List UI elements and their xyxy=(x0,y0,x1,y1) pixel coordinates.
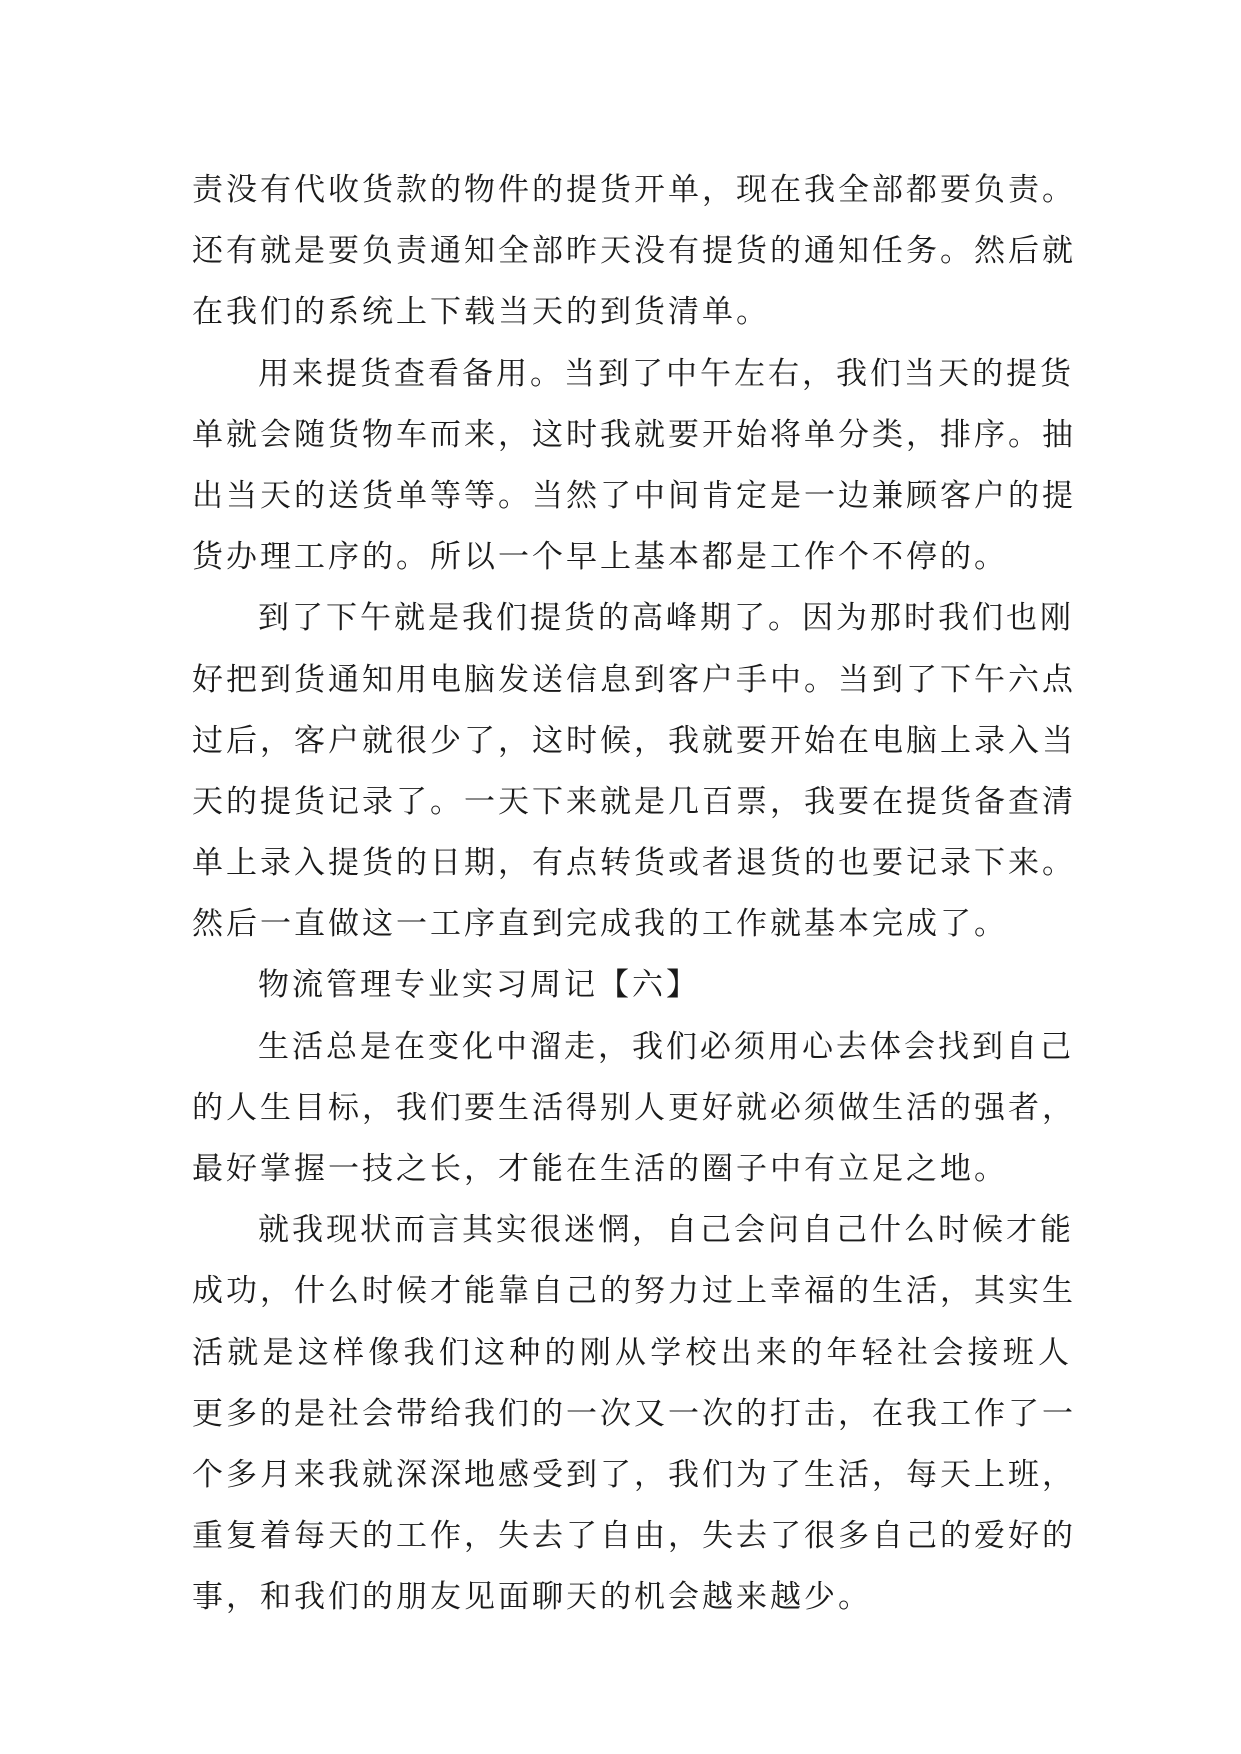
text-line: 成功，什么时候才能靠自己的努力过上幸福的生活，其实生 xyxy=(192,1273,1076,1310)
text-line: 出当天的送货单等等。当然了中间肯定是一边兼顾客户的提 xyxy=(192,477,1076,514)
text-line: 在我们的系统上下载当天的到货清单。 xyxy=(192,294,770,331)
text-line: 单就会随货物车而来，这时我就要开始将单分类，排序。抽 xyxy=(192,416,1076,453)
text-line: 到了下午就是我们提货的高峰期了。因为那时我们也刚 xyxy=(258,600,1074,637)
text-line: 好把到货通知用电脑发送信息到客户手中。当到了下午六点 xyxy=(192,661,1076,698)
text-line: 最好掌握一技之长，才能在生活的圈子中有立足之地。 xyxy=(192,1151,1008,1187)
text-line: 个多月来我就深深地感受到了，我们为了生活，每天上班， xyxy=(192,1456,1076,1493)
text-line: 就我现状而言其实很迷惘，自己会问自己什么时候才能 xyxy=(258,1212,1074,1249)
text-line: 责没有代收货款的物件的提货开单，现在我全部都要负责。 xyxy=(192,172,1076,208)
text-line: 货办理工序的。所以一个早上基本都是工作个不停的。 xyxy=(192,539,1008,576)
section-heading: 物流管理专业实习周记【六】 xyxy=(258,967,700,1004)
text-line: 用来提货查看备用。当到了中午左右，我们当天的提货 xyxy=(258,355,1074,392)
text-line: 事，和我们的朋友见面聊天的机会越来越少。 xyxy=(192,1579,872,1616)
text-line: 生活总是在变化中溜走，我们必须用心去体会找到自己 xyxy=(258,1028,1074,1065)
text-line: 然后一直做这一工序直到完成我的工作就基本完成了。 xyxy=(192,906,1008,943)
text-line: 更多的是社会带给我们的一次又一次的打击，在我工作了一 xyxy=(192,1395,1076,1432)
text-line: 过后，客户就很少了，这时候，我就要开始在电脑上录入当 xyxy=(192,722,1076,759)
text-line: 还有就是要负责通知全部昨天没有提货的通知任务。然后就 xyxy=(192,233,1076,270)
text-line: 活就是这样像我们这种的刚从学校出来的年轻社会接班人 xyxy=(192,1334,1072,1371)
text-line: 重复着每天的工作，失去了自由，失去了很多自己的爱好的 xyxy=(192,1518,1076,1555)
body-text xyxy=(192,160,1076,1629)
text-line: 单上录入提货的日期，有点转货或者退货的也要记录下来。 xyxy=(192,845,1076,882)
text-line: 的人生目标，我们要生活得别人更好就必须做生活的强者， xyxy=(192,1089,1076,1126)
text-line: 天的提货记录了。一天下来就是几百票，我要在提货备查清 xyxy=(192,783,1076,820)
